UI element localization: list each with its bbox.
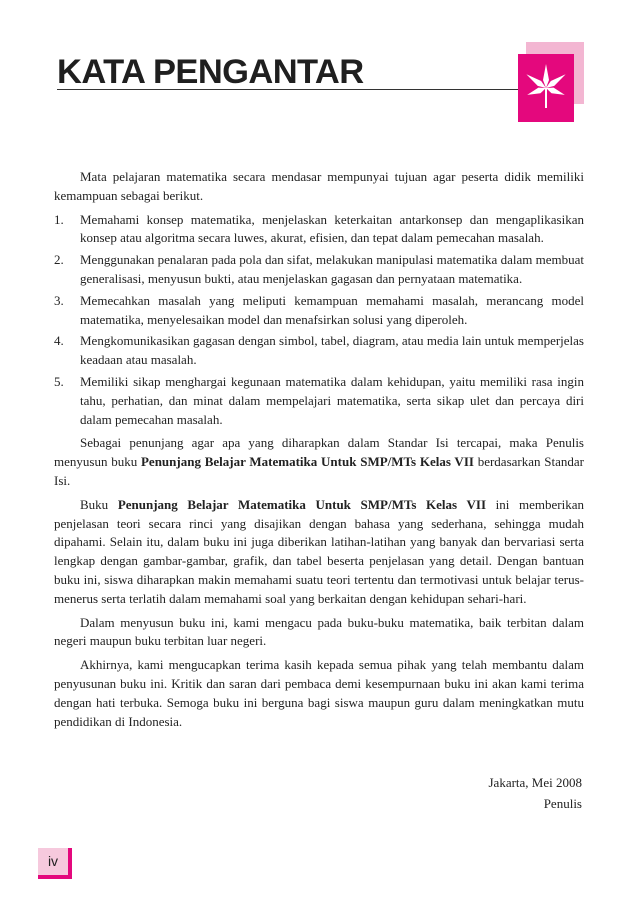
intro-paragraph: Mata pelajaran matematika secara mendasar mempunyai tujuan agar peserta didik memiliki kemampuan sebagai berikut. bbox=[54, 169, 584, 203]
paragraph-text: Buku bbox=[80, 496, 118, 512]
list-item-text: Memahami konsep matematika, menjelaskan keterkaitan antarkonsep dan mengaplikasikan konsep atau algoritma secara luwes, akurat, efisien, dan tepat dalam pemecahan masalah. bbox=[80, 211, 584, 246]
list-number: 4. bbox=[54, 333, 64, 349]
title-underline bbox=[57, 89, 523, 90]
foreword-body bbox=[54, 168, 584, 736]
paragraph-text: Sebagai penunjang agar apa yang diharapkan dalam Standar Isi tercapai, maka Penulis menyusun buku bbox=[54, 435, 584, 470]
closing-paragraph: Akhirnya, kami mengucapkan terima kasih kepada semua pihak yang telah membantu dalam penyusunan buku ini. Kritik dan saran dari pembaca demi kesempurnaan buku ini akan kami terima dengan hati terbuka. Semoga buku ini berguna bagi siswa maupun guru dalam meningkatkan mutu pendidikan di Indonesia. bbox=[54, 657, 584, 729]
book-title: Penunjang Belajar Matematika Untuk SMP/MTs Kelas VII bbox=[117, 496, 487, 512]
list-item bbox=[54, 373, 584, 429]
list-item bbox=[54, 292, 584, 330]
list-item-text: Mengkomunikasikan gagasan dengan simbol, tabel, diagram, atau media lain untuk memperjelas keadaan atau masalah. bbox=[80, 333, 584, 368]
objectives-list bbox=[54, 211, 584, 430]
list-number: 2. bbox=[54, 252, 64, 268]
description-paragraph bbox=[54, 496, 584, 609]
list-item bbox=[54, 332, 584, 370]
list-item bbox=[54, 251, 584, 289]
list-item bbox=[54, 211, 584, 249]
page-number: iv bbox=[47, 853, 59, 869]
list-item-text: Memiliki sikap menghargai kegunaan matematika dalam kehidupan, yaitu memiliki rasa ingin tahu, perhatian, dan minat dalam mempelajari matematika, serta sikap ulet dan percaya diri dalam pemecahan masalah. bbox=[80, 373, 584, 427]
list-number: 1. bbox=[54, 211, 64, 227]
leaf-icon bbox=[518, 42, 584, 122]
list-item-text: Memecahkan masalah yang meliputi kemampuan memahami masalah, merancang model matematika, menyelesaikan model dan menafsirkan solusi yang diperoleh. bbox=[80, 292, 584, 327]
list-number: 3. bbox=[54, 292, 64, 308]
paragraph-text: ini memberikan penjelasan teori secara rinci yang disajikan dengan bahasa yang sederhana, sehingga mudah dipahami. Selain itu, dalam buku ini juga diberikan latihan-latihan yang banyak dan bervariasi serta lengkap dengan gambar-gambar, grafik, dan tabel beserta penjelasan yang detail. Dengan bantuan buku ini, siswa diharapkan makin memahami suatu teori tertentu dan termotivasi untuk belajar terus-menerus serta terlatih dalam memahami soal yang berkaitan dengan kehidupan sehari-hari. bbox=[54, 496, 585, 606]
list-number: 5. bbox=[54, 373, 64, 389]
references-paragraph: Dalam menyusun buku ini, kami mengacu pada buku-buku matematika, baik terbitan dalam negeri maupun buku terbitan luar negeri. bbox=[54, 614, 584, 649]
signature-author: Penulis bbox=[543, 796, 582, 811]
book-title: Penunjang Belajar Matematika Untuk SMP/MTs Kelas VII bbox=[140, 454, 474, 470]
purpose-paragraph bbox=[54, 434, 584, 490]
page-title: KATA PENGANTAR bbox=[57, 53, 364, 91]
list-item-text: Menggunakan penalaran pada pola dan sifat, melakukan manipulasi matematika dalam membuat generalisasi, menyusun bukti, atau menjelaskan gagasan dan pernyataan matematika. bbox=[80, 252, 584, 286]
signature-place-date: Jakarta, Mei 2008 bbox=[488, 775, 582, 790]
paragraph-text: berdasarkan Standar Isi. bbox=[54, 454, 584, 488]
